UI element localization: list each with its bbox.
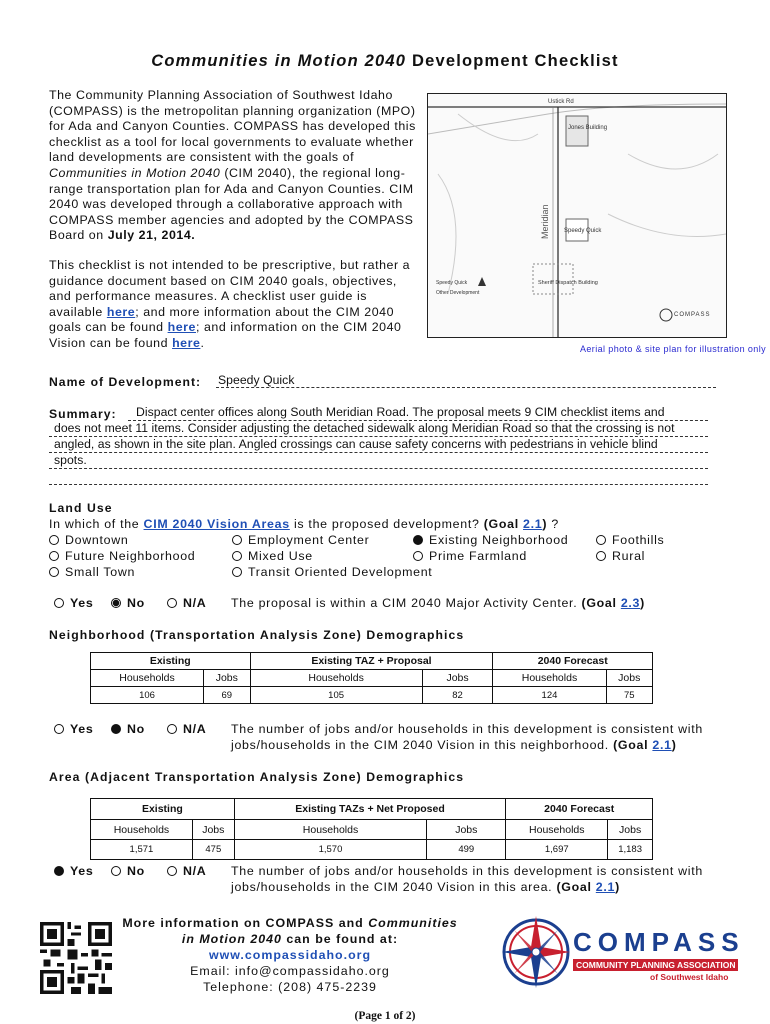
- land-use-heading: Land Use: [49, 501, 113, 515]
- cim-goals-link[interactable]: here: [167, 320, 196, 335]
- summary-text-1[interactable]: Dispact center offices along South Meridian Road. The proposal meets 9 CIM checklist items and: [136, 405, 665, 419]
- map-legend-2: Other Development: [436, 290, 480, 296]
- radio-icon[interactable]: [49, 567, 59, 577]
- land-use-question: In which of the CIM 2040 Vision Areas is the proposed development? (Goal 2.1) ?: [49, 517, 559, 531]
- footer-phone: Telephone: (208) 475-2239: [203, 980, 377, 994]
- radio-icon[interactable]: [54, 598, 64, 608]
- goal-2-1-link[interactable]: 2.1: [523, 517, 543, 531]
- neighborhood-yes[interactable]: Yes: [54, 722, 93, 736]
- table-column-header: Jobs: [427, 820, 506, 840]
- compass-logo-name: COMPASS: [573, 927, 745, 957]
- footer-info: More information on COMPASS and Communities in Motion 2040 can be found at: www.compassidaho.org Email: info@compassidaho.org Telephone: (208) 475-2239: [90, 915, 490, 995]
- option-small-town[interactable]: Small Town: [49, 565, 135, 579]
- map-label-sheriff: Sheriff Dispatch Building: [538, 280, 598, 286]
- radio-icon[interactable]: [596, 551, 606, 561]
- summary-text-3[interactable]: angled, as shown in the site plan. Angled crossings can cause safety concerns with pedestrians in vehicle blind: [54, 437, 658, 451]
- radio-icon[interactable]: [49, 535, 59, 545]
- neighborhood-question-1: The number of jobs and/or households in this development is consistent with: [231, 722, 703, 736]
- area-question-2: jobs/households in the CIM 2040 Vision in this area. (Goal 2.1): [231, 880, 620, 894]
- website-link[interactable]: www.compassidaho.org: [208, 948, 372, 962]
- radio-icon[interactable]: [232, 551, 242, 561]
- footer-email: Email: info@compassidaho.org: [190, 964, 390, 978]
- summary-text-2[interactable]: does not meet 11 items. Consider adjusting the detached sidewalk along Meridian Road so that the crossing is not: [54, 421, 675, 435]
- compass-logo-region: of Southwest Idaho: [650, 972, 729, 982]
- table-column-header: Jobs: [606, 670, 653, 687]
- table-cell: 82: [422, 687, 493, 704]
- activity-question: The proposal is within a CIM 2040 Major Activity Center. (Goal 2.3): [231, 596, 645, 610]
- map-caption: Aerial photo & site plan for illustration only: [580, 344, 766, 354]
- option-mixed-use[interactable]: Mixed Use: [232, 549, 313, 563]
- option-prime-farmland[interactable]: Prime Farmland: [413, 549, 527, 563]
- summary-label: Summary:: [49, 407, 117, 421]
- neighborhood-question-2: jobs/households in the CIM 2040 Vision in this neighborhood. (Goal 2.1): [231, 738, 677, 752]
- table-group-header: Existing TAZ + Proposal: [250, 653, 493, 670]
- intro-text: [49, 88, 419, 366]
- area-question-1: The number of jobs and/or households in this development is consistent with: [231, 864, 703, 878]
- option-existing-neighborhood[interactable]: Existing Neighborhood: [413, 533, 568, 547]
- table-column-header: Households: [250, 670, 422, 687]
- compass-rose-icon: [500, 912, 572, 992]
- neighborhood-no[interactable]: No: [111, 722, 145, 736]
- table-column-header: Households: [506, 820, 608, 840]
- compass-logo-subtitle: COMMUNITY PLANNING ASSOCIATION: [573, 959, 738, 971]
- table-cell: 475: [192, 840, 234, 860]
- intro-paragraph-1: The Community Planning Association of Southwest Idaho (COMPASS) is the metropolitan planning organization (MPO) for Ada and Canyon Counties. COMPASS has developed this checklist as a tool for local governments to evaluate whether land developments are consistent with the goals of Communities in Motion 2040 (CIM 2040), the regional long-range transportation plan for Ada and Canyon Counties. CIM 2040 was developed through a collaborative approach with COMPASS member agencies and adopted by the COMPASS Board on July 21, 2014.: [49, 88, 416, 243]
- option-downtown[interactable]: Downtown: [49, 533, 128, 547]
- radio-icon[interactable]: [232, 535, 242, 545]
- table-column-header: Households: [91, 820, 193, 840]
- user-guide-link[interactable]: here: [106, 304, 136, 319]
- area-yes[interactable]: Yes: [54, 864, 93, 878]
- table-column-header: Jobs: [422, 670, 493, 687]
- table-column-header: Households: [91, 670, 204, 687]
- radio-icon[interactable]: [596, 535, 606, 545]
- summary-line-4: [49, 468, 708, 469]
- summary-text-4[interactable]: spots.: [54, 453, 87, 467]
- option-future-neighborhood[interactable]: Future Neighborhood: [49, 549, 195, 563]
- activity-na[interactable]: N/A: [167, 596, 206, 610]
- option-employment-center[interactable]: Employment Center: [232, 533, 369, 547]
- table-cell: 1,570: [234, 840, 427, 860]
- area-table: [90, 798, 653, 860]
- development-name-value[interactable]: Speedy Quick: [218, 373, 295, 387]
- goal-2-1-link[interactable]: 2.1: [652, 738, 672, 752]
- development-name-field-line: [216, 387, 716, 388]
- table-group-header: Existing: [91, 653, 251, 670]
- option-foothills[interactable]: Foothills: [596, 533, 664, 547]
- radio-icon[interactable]: [167, 598, 177, 608]
- table-cell: 1,183: [608, 840, 653, 860]
- table-group-header: 2040 Forecast: [493, 653, 653, 670]
- site-plan-map: [427, 93, 727, 338]
- page-number: (Page 1 of 2): [354, 1010, 416, 1022]
- table-group-header: Existing: [91, 799, 235, 820]
- table-column-header: Jobs: [192, 820, 234, 840]
- area-no[interactable]: No: [111, 864, 145, 878]
- area-heading: Area (Adjacent Transportation Analysis Zone) Demographics: [49, 770, 465, 784]
- table-cell: 105: [250, 687, 422, 704]
- table-column-header: Households: [234, 820, 427, 840]
- summary-line-5: [49, 484, 708, 485]
- cim-vision-link[interactable]: here: [172, 335, 201, 350]
- map-street-side: Meridian: [540, 204, 550, 239]
- goal-2-1-link[interactable]: 2.1: [595, 880, 616, 894]
- vision-areas-link[interactable]: CIM 2040 Vision Areas: [143, 517, 290, 531]
- table-cell: 1,697: [506, 840, 608, 860]
- radio-icon[interactable]: [49, 551, 59, 561]
- table-group-header: 2040 Forecast: [506, 799, 653, 820]
- table-column-header: Households: [493, 670, 606, 687]
- option-transit-oriented[interactable]: Transit Oriented Development: [232, 565, 432, 579]
- activity-yes[interactable]: Yes: [54, 596, 93, 610]
- map-street-top: Ustick Rd: [548, 99, 574, 105]
- area-na[interactable]: N/A: [167, 864, 206, 878]
- neighborhood-table: [90, 652, 653, 704]
- radio-icon[interactable]: [413, 551, 423, 561]
- radio-selected-icon[interactable]: [111, 724, 121, 734]
- intro-paragraph-2: This checklist is not intended to be prescriptive, but rather a guidance document based on CIM 2040 goals, objectives, and performance measures. A checklist user guide is available here; and more information about the CIM 2040 goals can be found here; and information on the CIM 2040 Vision can be found here.: [49, 257, 411, 350]
- table-cell: 124: [493, 687, 606, 704]
- radio-icon[interactable]: [167, 866, 177, 876]
- table-column-header: Jobs: [204, 670, 250, 687]
- summary-line-3: [49, 452, 708, 453]
- radio-icon[interactable]: [111, 866, 121, 876]
- map-label-speedy: Speedy Quick: [564, 228, 602, 234]
- radio-icon[interactable]: [54, 724, 64, 734]
- map-legend-1: Speedy Quick: [436, 280, 468, 286]
- table-column-header: Jobs: [608, 820, 653, 840]
- goal-2-3-link[interactable]: 2.3: [620, 596, 641, 610]
- table-cell: 1,571: [91, 840, 193, 860]
- radio-icon[interactable]: [167, 724, 177, 734]
- table-group-header: Existing TAZs + Net Proposed: [234, 799, 506, 820]
- compass-logo: [500, 912, 745, 992]
- page-title: Communities in Motion 2040 Development Checklist: [151, 52, 619, 70]
- activity-no[interactable]: No: [111, 596, 145, 610]
- site-plan-drawing: [428, 94, 726, 337]
- radio-selected-icon[interactable]: [54, 866, 64, 876]
- map-compass-logo: COMPASS: [674, 312, 711, 318]
- map-label-jones: Jones Building: [568, 125, 608, 131]
- table-cell: 69: [204, 687, 250, 704]
- table-cell: 75: [606, 687, 653, 704]
- option-rural[interactable]: Rural: [596, 549, 645, 563]
- neighborhood-na[interactable]: N/A: [167, 722, 206, 736]
- neighborhood-heading: Neighborhood (Transportation Analysis Zone) Demographics: [49, 628, 465, 642]
- radio-selected-icon[interactable]: [111, 598, 121, 608]
- table-cell: 106: [91, 687, 204, 704]
- development-name-label: Name of Development:: [49, 375, 202, 389]
- radio-icon[interactable]: [232, 567, 242, 577]
- table-cell: 499: [427, 840, 506, 860]
- radio-selected-icon[interactable]: [413, 535, 423, 545]
